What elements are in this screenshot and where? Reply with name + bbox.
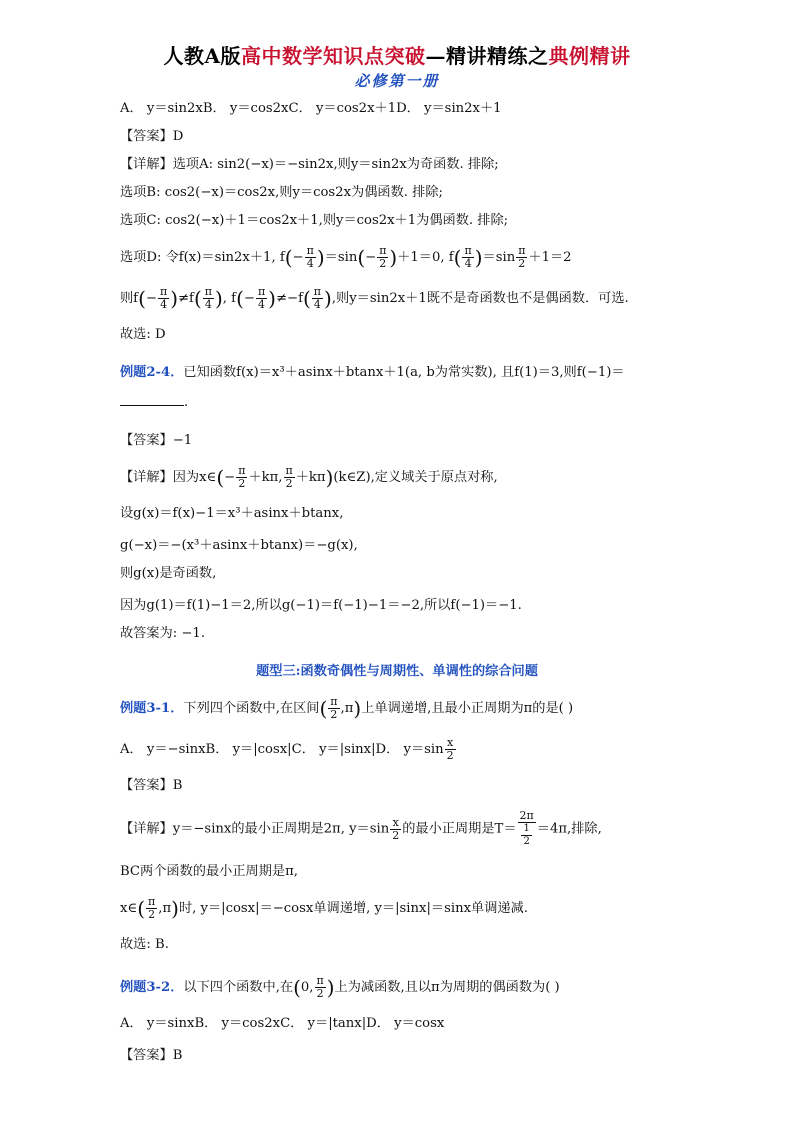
text-segment: ≠−f [275, 291, 303, 306]
text-segment: 上为减函数,且以π为周期的偶函数为( ) [334, 980, 560, 995]
text-segment: 选项D: 令f(x)＝sin2x＋1, f [120, 250, 285, 265]
fraction: $\frac{\pi}{2}$ [285, 464, 293, 490]
text-segment: 上单调递增,且最小正周期为π的是( ) [361, 701, 574, 716]
text-segment: ＋1＝2 [528, 250, 572, 265]
text-segment: , f [222, 291, 237, 306]
fraction: $\frac{\pi}{2}$ [238, 464, 246, 490]
answer-line: 【答案】−1 [120, 433, 193, 448]
options-line: A． y＝sinxB． y＝cos2xC． y＝|tanx|D． y＝cosx [120, 1016, 445, 1031]
fraction: $\frac{\pi}{4}$ [464, 244, 472, 270]
answer-line: 【答案】B [120, 778, 183, 793]
explanation-line-math: 则f(− $\frac{\pi}{4}$ )≠f( $\frac{\pi}{4}$ ), f(− $\frac{\pi}{4}$ )≠−f( $\frac{\pi}{4}$ ),则y＝sin2x＋1既不是奇函数也不是偶函数．可选. [120, 285, 629, 311]
fraction: $\frac{\pi}{4}$ [257, 285, 266, 311]
answer-blank-line: . [120, 393, 680, 411]
header-title-part2: 高中数学知识点突破 [241, 44, 426, 68]
text-segment: 时, y＝|cosx|＝−cosx单调递增, y＝|sinx|＝sinx单调递减. [178, 901, 528, 916]
text-segment: ＝sin [324, 250, 358, 265]
page-subtitle: 必修第一册 [354, 72, 440, 90]
explanation-line: 选项C: cos2(−x)＋1＝cos2x＋1,则y＝cos2x＋1为偶函数. 排除; [120, 213, 509, 228]
fraction: $\frac{\pi}{4}$ [306, 244, 314, 270]
example-label: 例题2-4． [120, 365, 184, 380]
conclusion-line: 故选: B. [120, 937, 169, 952]
explanation-line-math [120, 810, 680, 848]
text-segment: ＋1＝0, f [397, 250, 454, 265]
text-segment: ≠f [178, 291, 194, 306]
fraction: $\frac{\pi}{4}$ [204, 285, 212, 311]
conclusion-line: 故选: D [120, 327, 166, 342]
example-question: 例题3-2．以下四个函数中,在(0, $\frac{\pi}{2}$ )上为减函数,且以π为周期的偶函数为( ) [120, 974, 560, 1000]
text-segment: ,则y＝sin2x＋1既不是奇函数也不是偶函数．可选. [331, 291, 629, 306]
explanation-line: BC两个函数的最小正周期是π, [120, 864, 298, 879]
fraction: $\frac{x}{2}$ [446, 736, 454, 762]
explanation-line: g(−x)＝−(x³＋asinx＋btanx)＝−g(x), [120, 538, 358, 553]
explanation-line-math: x∈( $\frac{\pi}{2}$ ,π)时, y＝|cosx|＝−cosx单调递增, y＝|sinx|＝sinx单调递减. [120, 895, 528, 921]
answer-line: 【答案】B [120, 1048, 183, 1063]
example-question [120, 365, 680, 381]
fraction: $\frac{\pi}{2}$ [379, 244, 387, 270]
explanation-line: 【详解】选项A: sin2(−x)＝−sin2x,则y＝sin2x为奇函数. 排除; [120, 157, 499, 172]
conclusion-line: 故答案为: −1. [120, 626, 206, 641]
explanation-line: 则g(x)是奇函数, [120, 566, 217, 581]
fraction: $\frac{\pi}{2}$ [330, 695, 338, 721]
options-line: A． y＝sin2xB． y＝cos2xC． y＝cos2x＋1D． y＝sin2x＋1 [120, 101, 502, 116]
example-label: 例题3-2． [120, 980, 184, 995]
document-body [120, 101, 680, 1064]
explanation-line-math: 【详解】因为x∈(− $\frac{\pi}{2}$ ＋kπ, $\frac{\pi}{2}$ ＋kπ)(k∈Z),定义域关于原点对称, [120, 464, 498, 490]
explanation-line: 选项B: cos2(−x)＝cos2x,则y＝cos2x为偶函数. 排除; [120, 185, 443, 200]
text-segment: A． y＝−sinxB． y＝|cosx|C． y＝|sinx|D． y＝sin [120, 742, 444, 757]
text-segment: 【详解】因为x∈ [120, 470, 217, 485]
explanation-line: 因为g(1)＝f(1)−1＝2,所以g(−1)＝f(−1)−1＝−2,所以f(−1)＝−1. [120, 598, 522, 613]
answer-line: 【答案】D [120, 129, 184, 144]
options-line [120, 737, 680, 762]
text-segment: 的最小正周期是T＝ [402, 821, 517, 837]
page-header [0, 40, 794, 69]
text-segment: ＝4π,排除, [536, 821, 602, 837]
text-segment: (k∈Z),定义域关于原点对称, [333, 470, 498, 485]
text-segment: x∈ [120, 901, 138, 916]
fraction: $\frac{\pi}{2}$ [148, 895, 156, 921]
explanation-line: 设g(x)＝f(x)−1＝x³＋asinx＋btanx, [120, 506, 344, 521]
section-heading: 题型三:函数奇偶性与周期性、单调性的综合问题 [256, 664, 538, 679]
fraction: $\frac{\pi}{2}$ [316, 974, 324, 1000]
example-label: 例题3-1． [120, 701, 184, 716]
fraction: $\frac{\pi}{2}$ [518, 244, 526, 270]
header-title-part1: 人教A版 [163, 44, 242, 68]
fraction: $\frac{\pi}{4}$ [313, 285, 322, 311]
text-segment: 【详解】y＝−sinx的最小正周期是2π, y＝sin [120, 821, 390, 837]
fraction: $\frac{x}{2}$ [392, 815, 400, 842]
header-title-part4: 典例精讲 [548, 44, 631, 68]
text-segment: 则f [120, 291, 139, 306]
header-title-part3: —精讲精练之 [425, 44, 549, 68]
example-question: 例题3-1．下列四个函数中,在区间( $\frac{\pi}{2}$ ,π)上单调递增,且最小正周期为π的是( ) [120, 695, 574, 721]
fraction: $\frac{2\pi}{\frac{1}{2}}$ [519, 809, 534, 847]
question-text: 已知函数f(x)＝x³＋asinx＋btanx＋1(a, b为常实数), 且f(1)＝3,则f(−1)＝ [183, 365, 625, 380]
text-segment: 下列四个函数中,在区间 [183, 701, 320, 716]
text-segment: 以下四个函数中,在 [183, 980, 294, 995]
explanation-line-math: 选项D: 令f(x)＝sin2x＋1, f(− $\frac{\pi}{4}$ )＝sin(− $\frac{\pi}{2}$ )＋1＝0, f( $\frac{\pi}{4}$ )＝sin $\frac{\pi}{2}$ ＋1＝2 [120, 244, 572, 270]
text-segment: ＝sin [482, 250, 516, 265]
fraction: $\frac{\pi}{4}$ [159, 285, 168, 311]
answer-blank [120, 393, 184, 406]
